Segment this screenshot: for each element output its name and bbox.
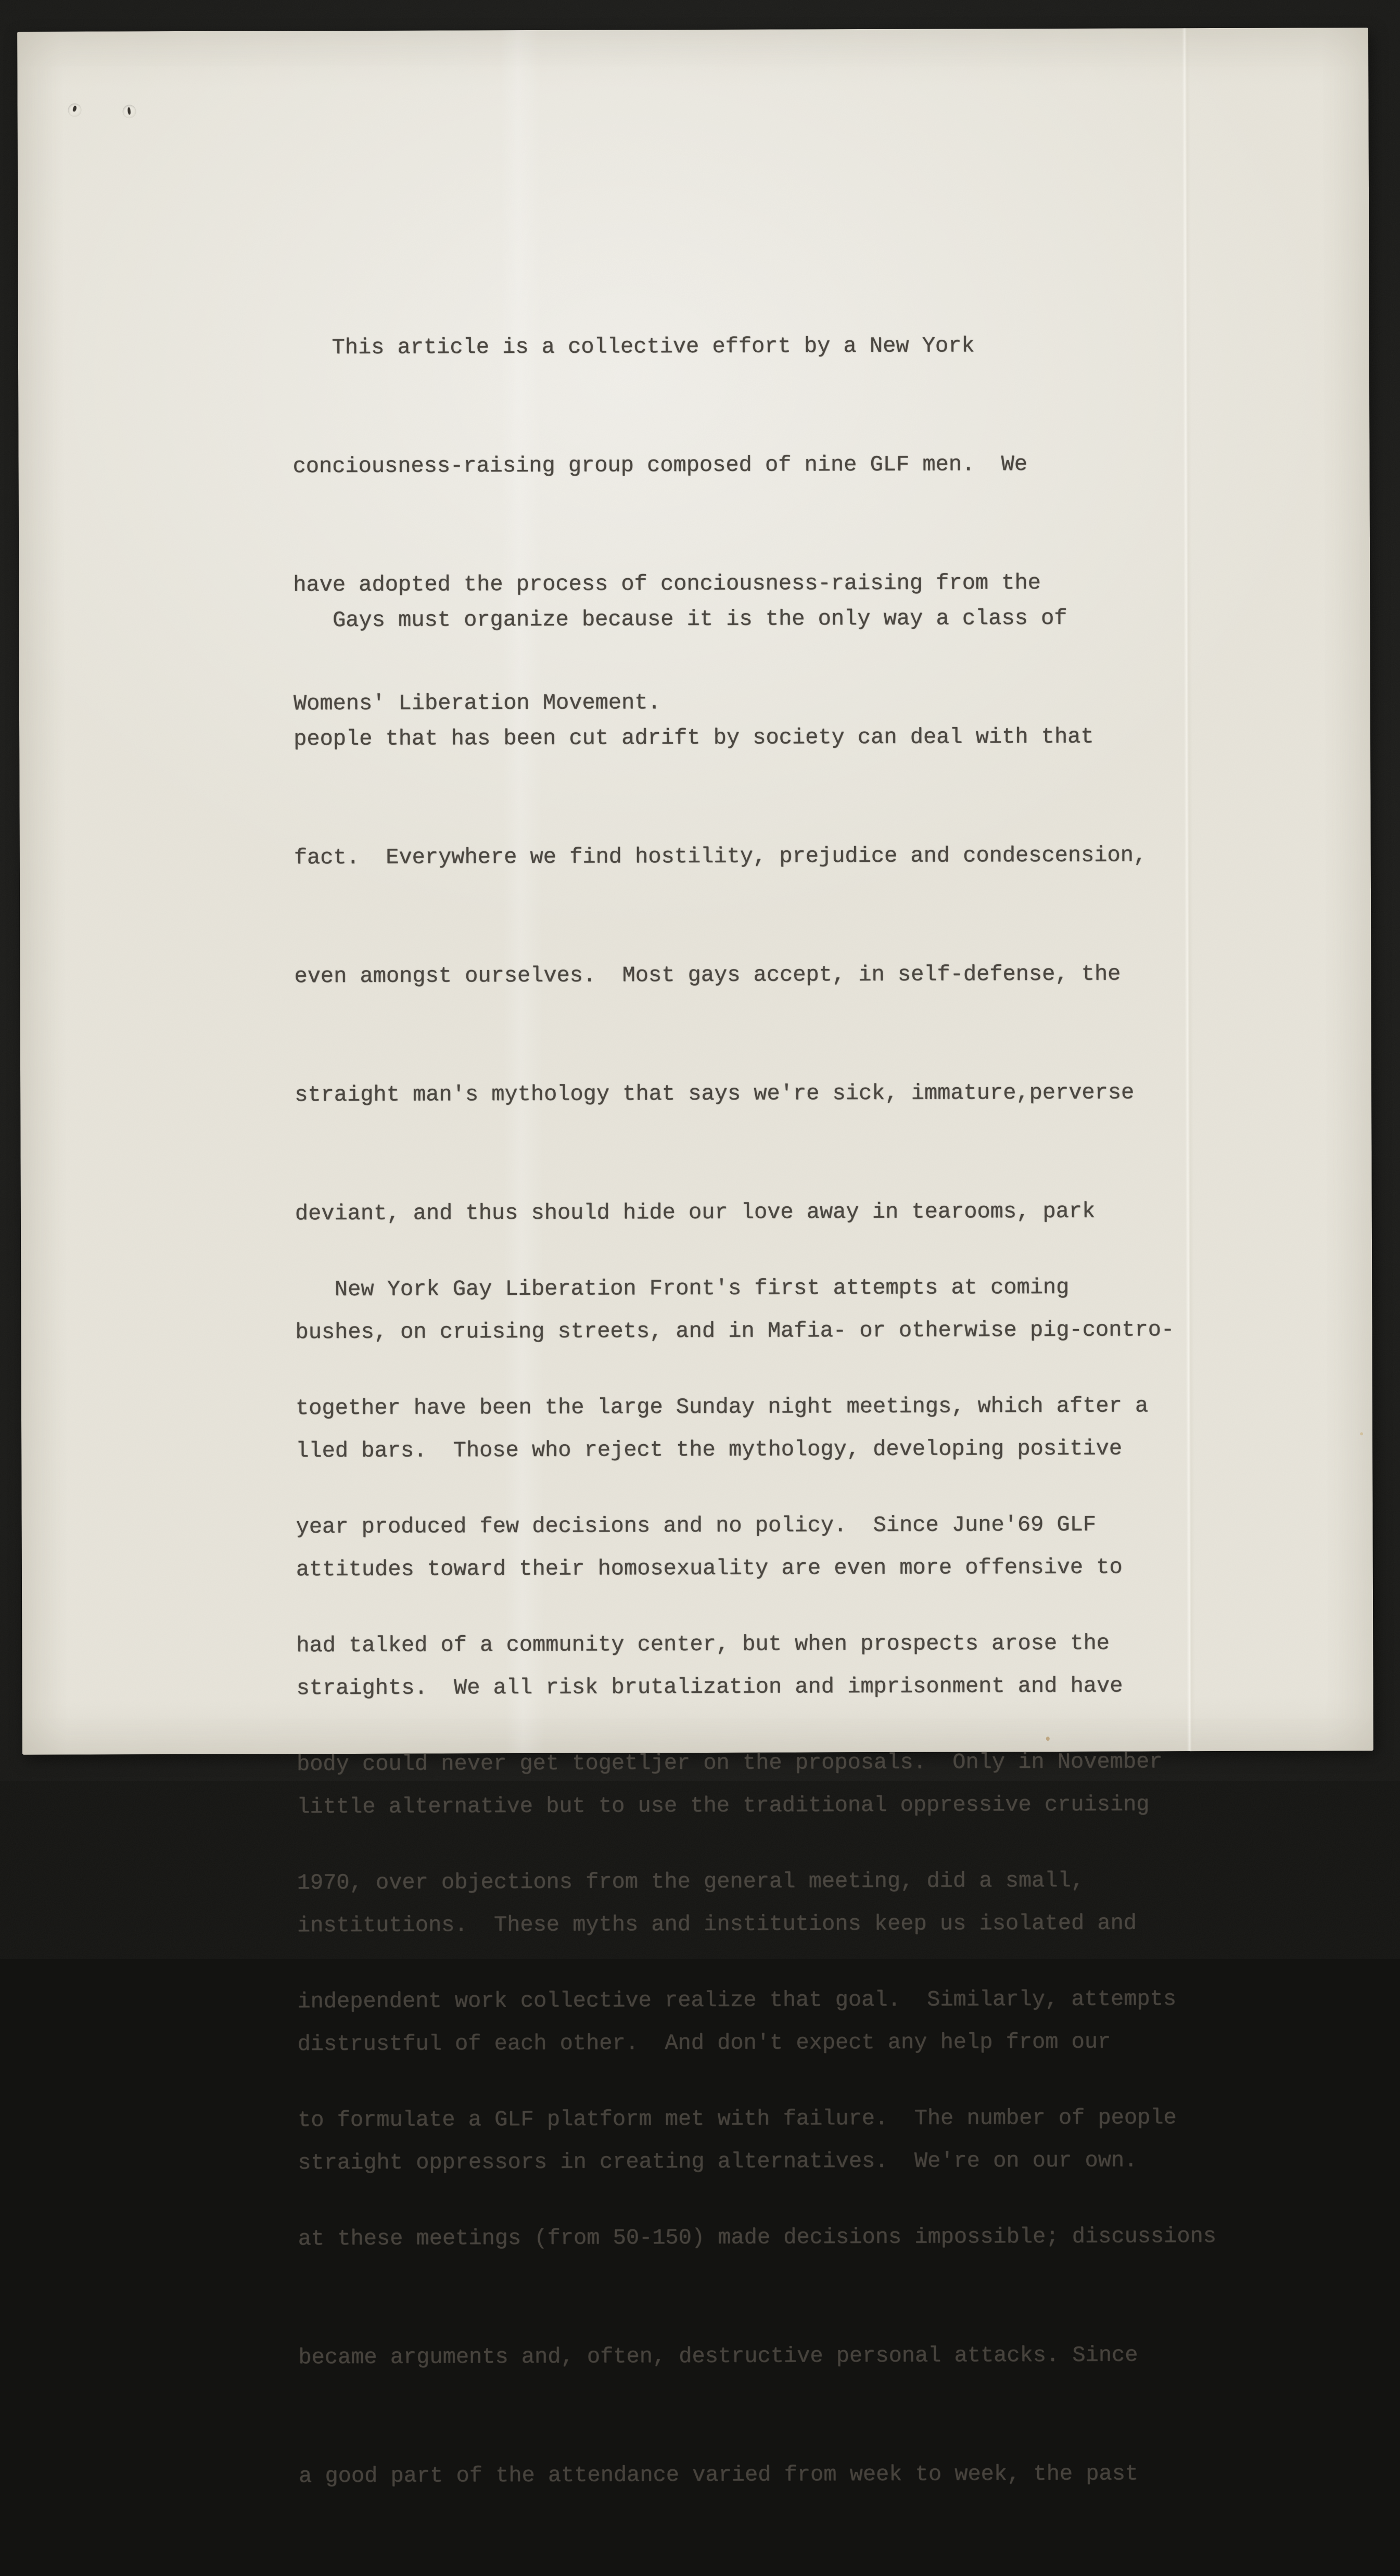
typed-line: fact. Everywhere we find hostility, prejudice and condescension, — [294, 843, 1147, 871]
staple-hole-mark — [123, 105, 136, 118]
typed-line: distrustful of each other. And don't expect any help from our — [297, 2029, 1111, 2057]
typed-line: became arguments and, often, destructive personal attacks. Since — [298, 2342, 1138, 2370]
typed-line: Gays must organize because it is the only way a class of — [293, 605, 1067, 633]
typed-line: body could never get togetljer on the proposals. Only in November — [296, 1749, 1163, 1777]
typed-line: straight oppressors in creating alternatives. We're on our own. — [298, 2148, 1138, 2176]
typed-line: deviant, and thus should hide our love away in tearooms, park — [295, 1198, 1096, 1227]
typed-line: straight man's mythology that says we're sick, immature,perverse — [295, 1080, 1135, 1108]
typed-line: independent work collective realize that goal. Similarly, attempts — [297, 1986, 1177, 2014]
typed-line: This article is a collective effort by a New York — [292, 333, 975, 361]
staple-hole-mark — [68, 103, 82, 117]
typed-line: had talked of a community center, but when prospects arose the — [296, 1630, 1110, 1659]
typed-line: New York Gay Liberation Front's first attempts at coming — [295, 1274, 1070, 1303]
typed-line: bushes, on cruising streets, and in Mafia- or otherwise pig-contro- — [295, 1317, 1175, 1345]
typed-line: to formulate a GLF platform met with failure. The number of people — [297, 2105, 1177, 2133]
typed-line: institutions. These myths and institutions keep us isolated and — [297, 1910, 1137, 1939]
paragraph-glf-first-attempts — [295, 1188, 1217, 2575]
paper-sheet — [17, 28, 1373, 2489]
typed-line: straights. We all risk brutalization and imprisonment and have — [296, 1673, 1123, 1701]
typed-line: 1970, over objections from the general meeting, did a small, — [297, 1868, 1084, 1896]
typed-line: year produced few decisions and no policy. Since June'69 GLF — [296, 1512, 1097, 1540]
typed-line: a good part of the attendance varied from week to week, the past — [298, 2461, 1139, 2489]
typed-line: together have been the large Sunday night meetings, which after a — [295, 1393, 1149, 1421]
typed-line: little alternative but to use the traditional oppressive cruising — [297, 1792, 1150, 1820]
typed-line: conciousness-raising group composed of nine GLF men. We — [292, 452, 1028, 479]
typed-line: lled bars. Those who reject the mythology, developing positive — [296, 1436, 1123, 1464]
typed-text — [291, 28, 1271, 2489]
rust-speck — [1360, 1432, 1363, 1435]
typed-line: people that has been cut adrift by society can deal with that — [294, 724, 1094, 752]
typed-line: have adopted the process of conciousness-raising from the — [293, 570, 1041, 598]
typed-line: attitudes toward their homosexuality are even more offensive to — [296, 1554, 1123, 1583]
typed-line: at these meetings (from 50-150) made decisions impossible; discussions — [298, 2224, 1217, 2252]
typed-line: Womens' Liberation Movement. — [293, 690, 661, 717]
typed-line: even amongst ourselves. Most gays accept, in self-defense, the — [294, 961, 1121, 989]
